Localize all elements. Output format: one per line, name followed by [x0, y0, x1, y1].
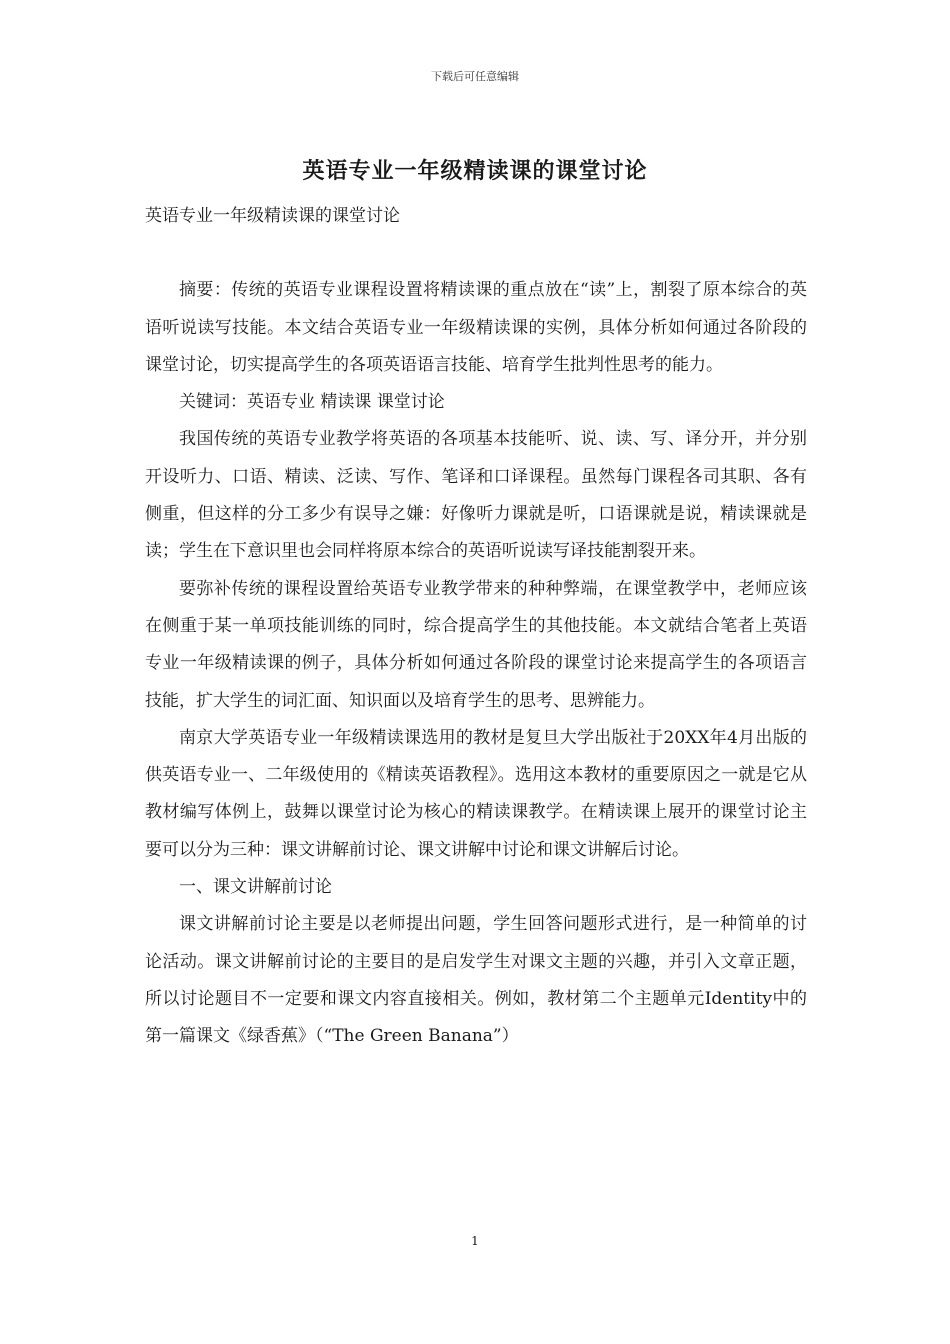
abstract-paragraph: 摘要：传统的英语专业课程设置将精读课的重点放在“读”上，割裂了原本综合的英语听说读写技能。本文结合英语专业一年级精读课的实例，具体分析如何通过各阶段的课堂讨论，切实提高学生的各项英语语言技能、培育学生批判性思考的能力。	[145, 280, 807, 375]
body-paragraph: 要弥补传统的课程设置给英语专业教学带来的种种弊端，在课堂教学中，老师应该在侧重于某一单项技能训练的同时，综合提高学生的其他技能。本文就结合笔者上英语专业一年级精读课的例子，具体分析如何通过各阶段的课堂讨论来提高学生的各项语言技能，扩大学生的词汇面、知识面以及培育学生的思考、思辨能力。	[145, 578, 807, 711]
header-note: 下载后可任意编辑	[431, 70, 519, 83]
keywords-paragraph: 关键词：英语专业 精读课 课堂讨论	[179, 392, 445, 413]
body-paragraph: 课文讲解前讨论主要是以老师提出问题，学生回答问题形式进行，是一种简单的讨论活动。课文讲解前讨论的主要目的是启发学生对课文主题的兴趣，并引入文章正题，所以讨论题目不一定要和课文内容直接相关。例如，教材第二个主题单元Identity中的第一篇课文《绿香蕉》（“The Green Banana”）	[145, 914, 807, 1047]
document-subtitle: 英语专业一年级精读课的课堂讨论	[145, 206, 400, 226]
document-body	[145, 198, 807, 1056]
document-title: 英语专业一年级精读课的课堂讨论	[302, 158, 648, 184]
section-heading: 一、课文讲解前讨论	[179, 877, 332, 898]
body-paragraph: 我国传统的英语专业教学将英语的各项基本技能听、说、读、写、译分开，并分别开设听力、口语、精读、泛读、写作、笔译和口译课程。虽然每门课程各司其职、各有侧重，但这样的分工多少有误导之嫌：好像听力课就是听，口语课就是说，精读课就是读；学生在下意识里也会同样将原本综合的英语听说读写译技能割裂开来。	[145, 429, 807, 562]
blank-line	[145, 235, 807, 272]
body-paragraph: 南京大学英语专业一年级精读课选用的教材是复旦大学出版社于20XX年4月出版的供英语专业一、二年级使用的《精读英语教程》。选用这本教材的重要原因之一就是它从教材编写体例上，鼓舞以课堂讨论为核心的精读课教学。在精读课上展开的课堂讨论主要可以分为三种：课文讲解前讨论、课文讲解中讨论和课文讲解后讨论。	[145, 727, 807, 860]
page-number: 1	[471, 1234, 479, 1248]
